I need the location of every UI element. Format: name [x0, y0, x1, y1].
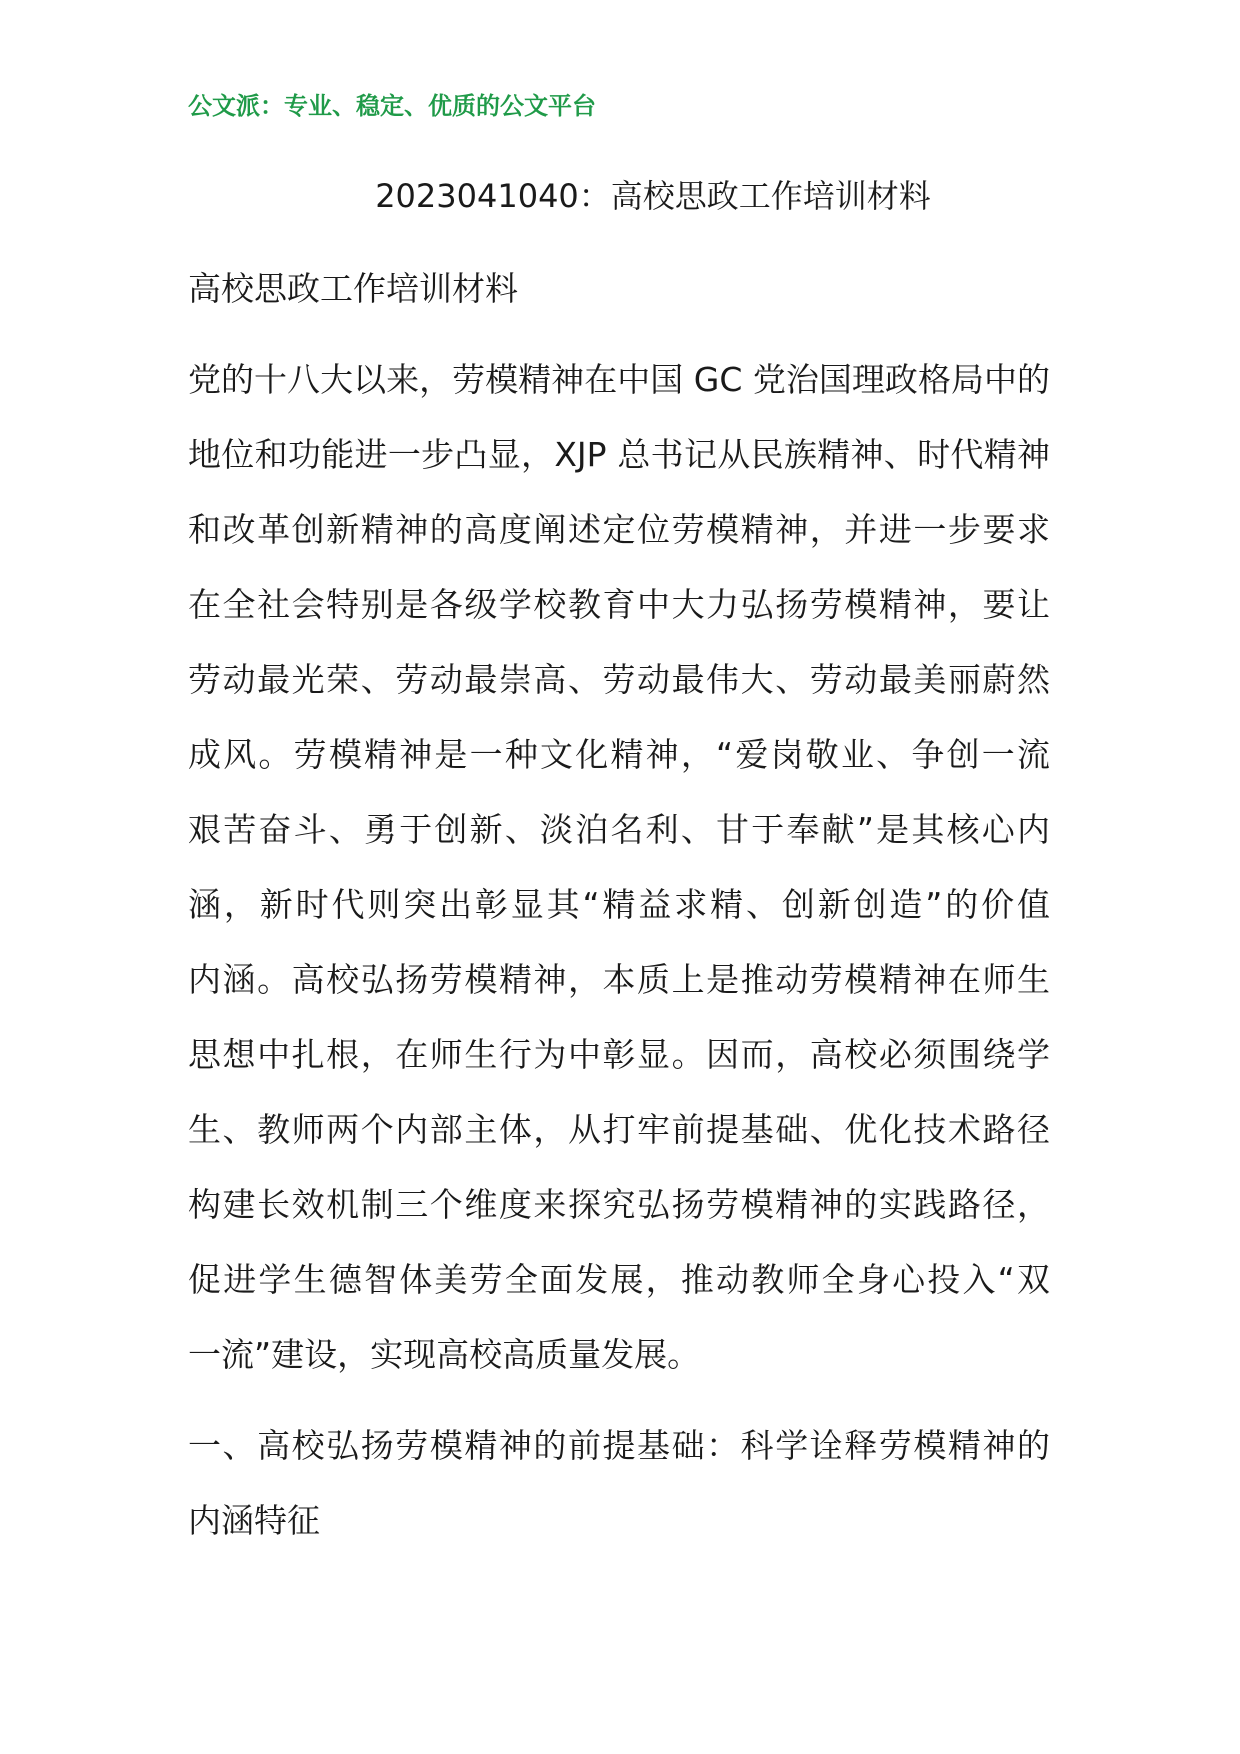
paragraph-line: 一流”建设，实现高校高质量发展。	[188, 1335, 701, 1374]
paragraph-line: 内涵。高校弘扬劳模精神，本质上是推动劳模精神在师生	[188, 960, 1050, 999]
paragraph-line: 涵，新时代则突出彰显其“精益求精、创新创造”的价值	[188, 885, 1050, 924]
heading-line: 一、高校弘扬劳模精神的前提基础：科学诠释劳模精神的	[188, 1426, 1050, 1465]
heading-line: 内涵特征	[188, 1501, 320, 1540]
paragraph-line: 思想中扎根，在师生行为中彰显。因而，高校必须围绕学	[188, 1035, 1050, 1074]
paragraph-line: 成风。劳模精神是一种文化精神，“爱岗敬业、争创一流	[188, 735, 1050, 774]
paragraph-line: 在全社会特别是各级学校教育中大力弘扬劳模精神，要让	[188, 585, 1050, 624]
paragraph-line: 构建长效机制三个维度来探究弘扬劳模精神的实践路径，	[188, 1185, 1050, 1224]
paragraph-line: 和改革创新精神的高度阐述定位劳模精神，并进一步要求	[188, 510, 1050, 549]
paragraph-line: 地位和功能进一步凸显，XJP 总书记从民族精神、时代精神	[188, 435, 1050, 474]
brand-header: 公文派：专业、稳定、优质的公文平台	[188, 92, 596, 120]
document-body	[188, 251, 1050, 1574]
section-heading	[188, 1408, 1050, 1558]
paragraph-line: 促进学生德智体美劳全面发展，推动教师全身心投入“双	[188, 1260, 1050, 1299]
document-title: 2023041040：高校思政工作培训材料	[375, 177, 931, 215]
paragraph-line: 艰苦奋斗、勇于创新、淡泊名利、甘于奉献”是其核心内	[188, 810, 1050, 849]
paragraph-line: 党的十八大以来，劳模精神在中国 GC 党治国理政格局中的	[188, 360, 1050, 399]
document-subtitle-block	[188, 251, 1050, 326]
body-paragraph	[188, 342, 1050, 1392]
paragraph-line: 生、教师两个内部主体，从打牢前提基础、优化技术路径	[188, 1110, 1050, 1149]
document-subtitle: 高校思政工作培训材料	[188, 269, 518, 308]
paragraph-line: 劳动最光荣、劳动最崇高、劳动最伟大、劳动最美丽蔚然	[188, 660, 1050, 699]
